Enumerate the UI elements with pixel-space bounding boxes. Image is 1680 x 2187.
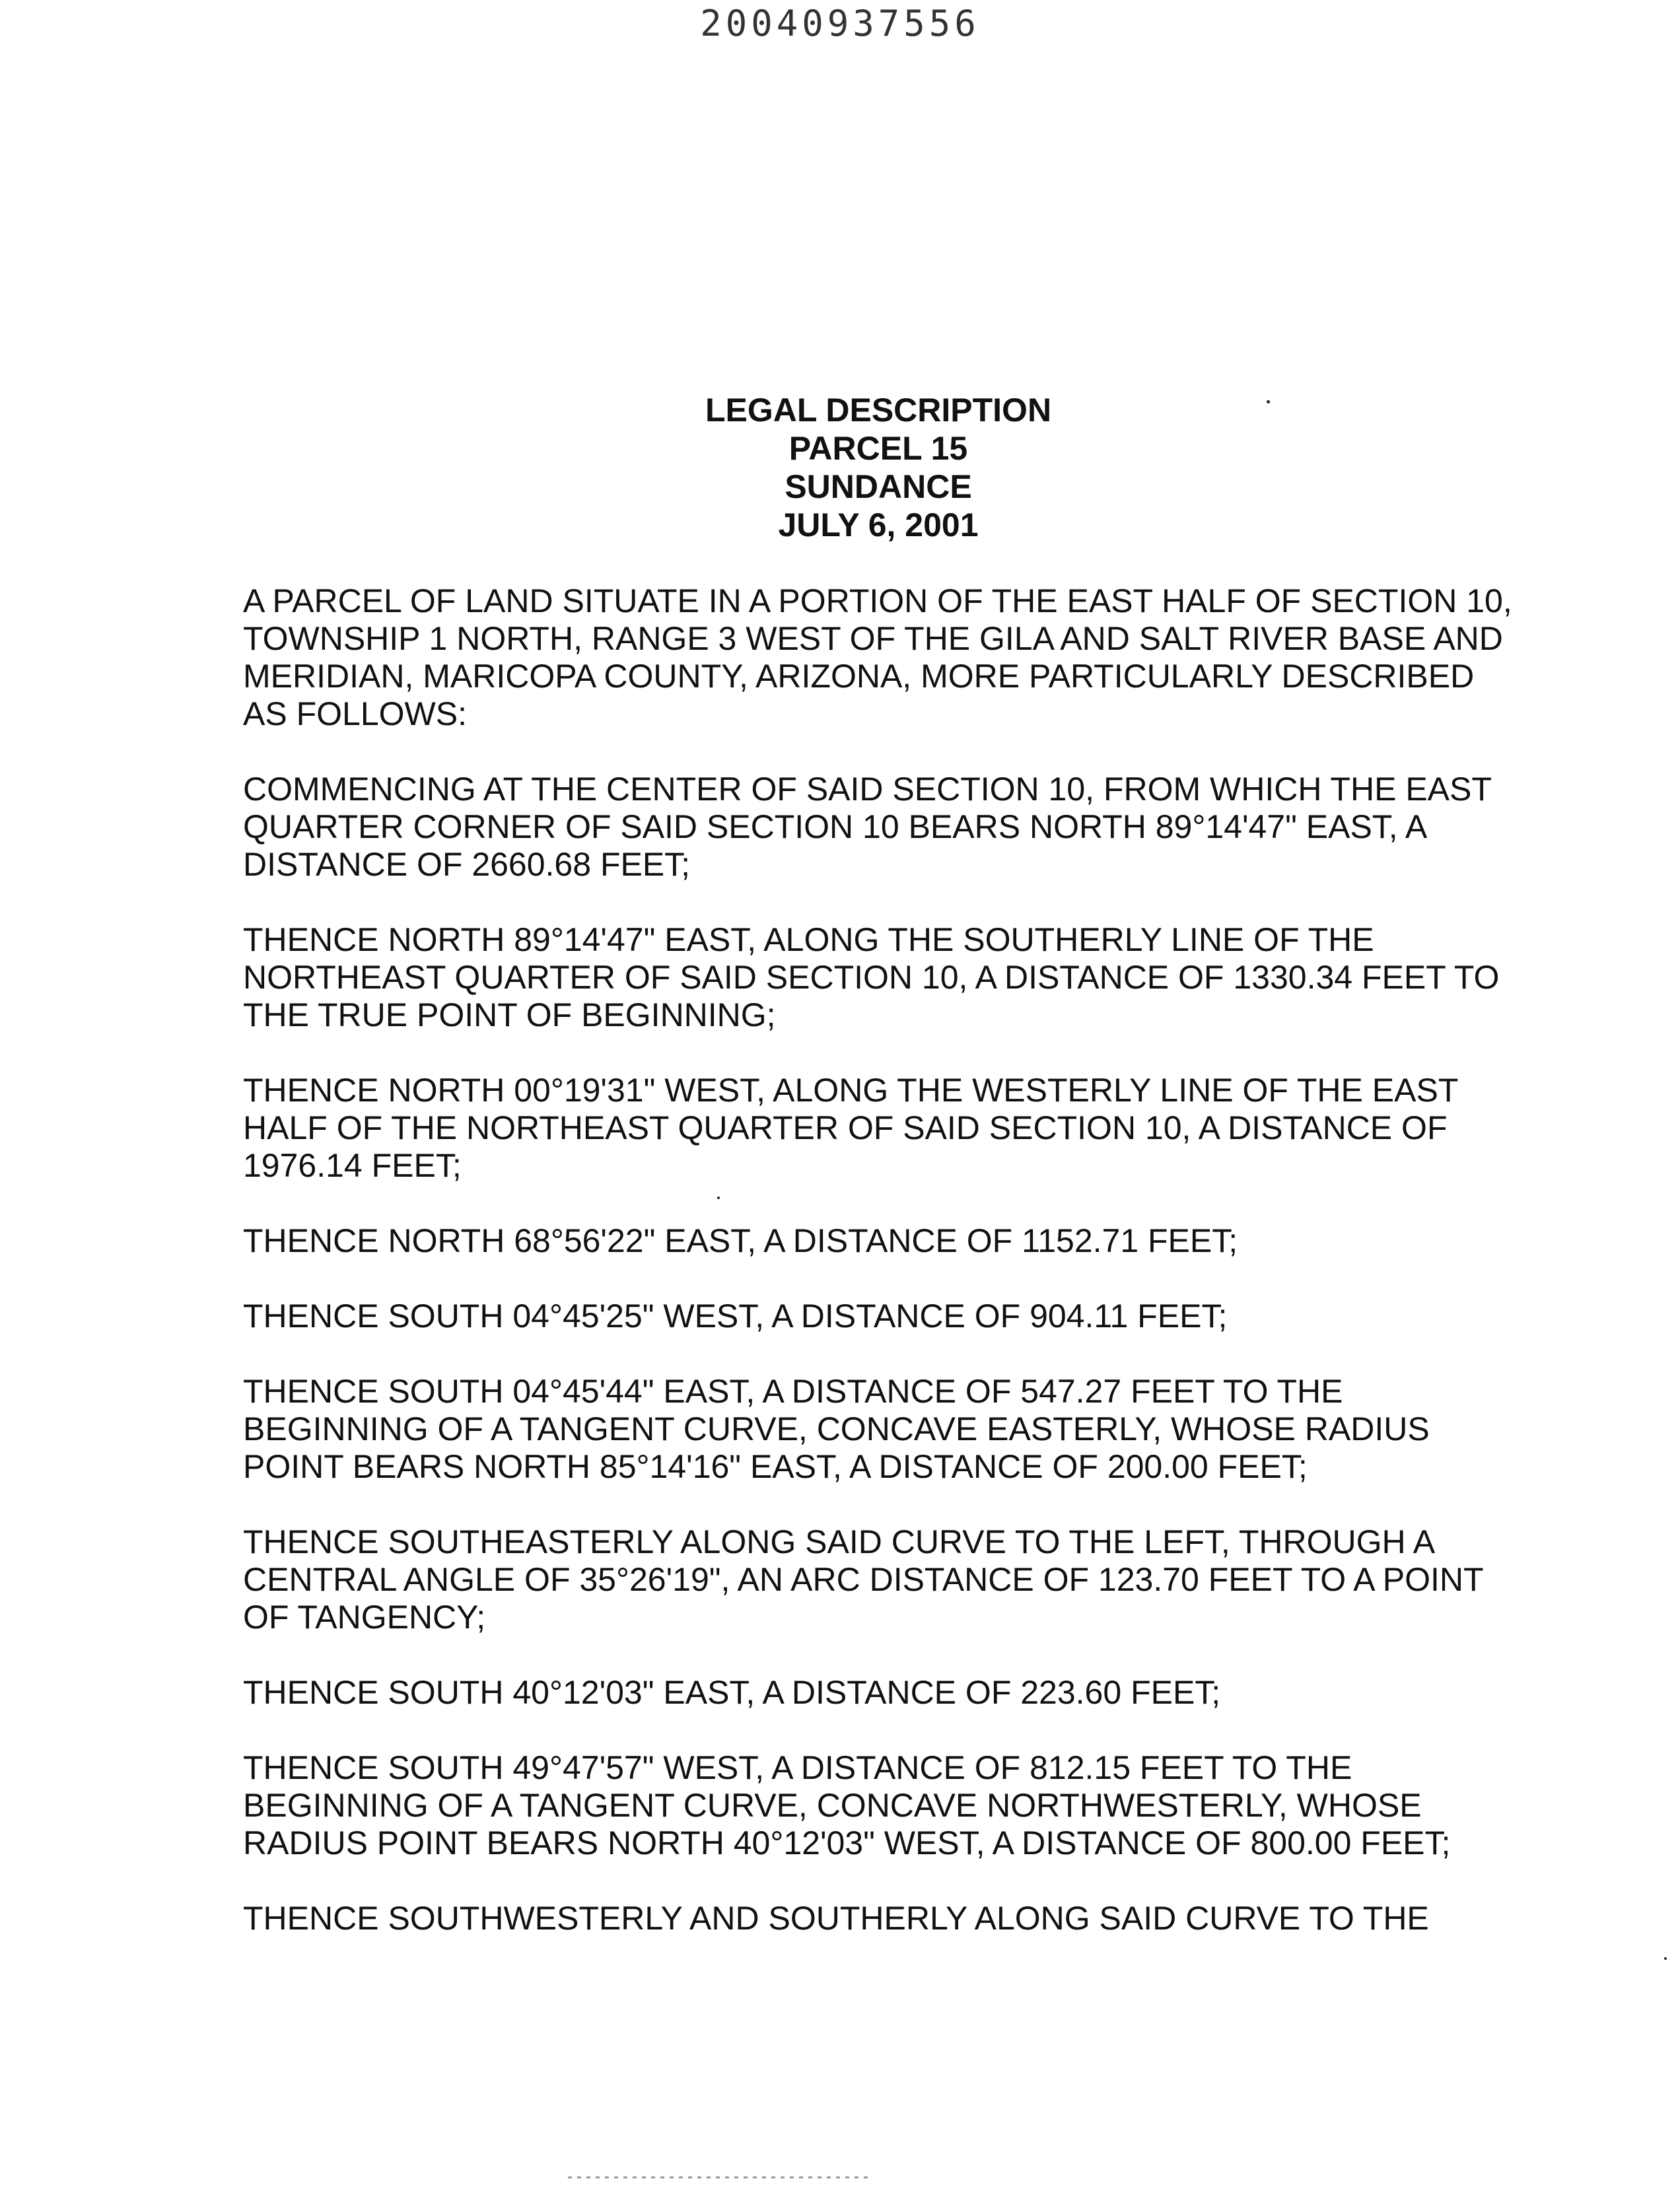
paragraph-line: THE TRUE POINT OF BEGINNING; [243,996,776,1033]
paragraph-line: QUARTER CORNER OF SAID SECTION 10 BEARS NORTH 89°14'47" EAST, A [243,808,1428,845]
paragraph-line: CENTRAL ANGLE OF 35°26'19", AN ARC DISTANCE OF 123.70 FEET TO A POINT [243,1561,1484,1598]
legal-paragraph [243,1298,1537,1335]
legal-paragraph [243,1674,1537,1712]
document-number: 20040937556 [700,3,980,44]
scan-speck [717,1197,720,1199]
legal-paragraph [243,582,1537,733]
legal-paragraph [243,1900,1537,1937]
legal-paragraph [243,1523,1537,1636]
paragraph-line: THENCE SOUTH 04°45'44" EAST, A DISTANCE OF 547.27 FEET TO THE [243,1373,1343,1410]
paragraph-line: DISTANCE OF 2660.68 FEET; [243,846,691,883]
heading-parcel: PARCEL 15 [788,430,968,467]
legal-paragraph [243,771,1537,884]
paragraph-line: 1976.14 FEET; [243,1147,462,1184]
paragraph-line: THENCE NORTH 89°14'47" EAST, ALONG THE SOUTHERLY LINE OF THE [243,921,1374,958]
paragraph-line: POINT BEARS NORTH 85°14'16" EAST, A DISTANCE OF 200.00 FEET; [243,1448,1308,1485]
heading-date: JULY 6, 2001 [778,506,979,543]
paragraph-line: THENCE SOUTHWESTERLY AND SOUTHERLY ALONG SAID CURVE TO THE [243,1900,1429,1937]
scan-speck [1267,400,1270,403]
paragraph-line: BEGINNING OF A TANGENT CURVE, CONCAVE NORTHWESTERLY, WHOSE [243,1787,1422,1824]
heading-title: LEGAL DESCRIPTION [705,392,1052,429]
paragraph-line: THENCE SOUTH 40°12'03" EAST, A DISTANCE OF 223.60 FEET; [243,1674,1221,1711]
paragraph-line: THENCE NORTH 00°19'31" WEST, ALONG THE WESTERLY LINE OF THE EAST [243,1072,1459,1109]
legal-paragraph [243,1222,1537,1260]
paragraph-line: TOWNSHIP 1 NORTH, RANGE 3 WEST OF THE GILA AND SALT RIVER BASE AND [243,620,1503,657]
legal-paragraph [243,1072,1537,1185]
paragraph-line: COMMENCING AT THE CENTER OF SAID SECTION 10, FROM WHICH THE EAST [243,771,1492,808]
paragraph-line: MERIDIAN, MARICOPA COUNTY, ARIZONA, MORE PARTICULARLY DESCRIBED [243,658,1475,695]
paragraph-line: OF TANGENCY; [243,1599,486,1636]
scan-edge-noise [568,2176,872,2178]
paragraph-line: AS FOLLOWS: [243,695,467,732]
document-heading [0,391,1680,544]
paragraph-line: NORTHEAST QUARTER OF SAID SECTION 10, A DISTANCE OF 1330.34 FEET TO [243,959,1500,996]
paragraph-line: THENCE NORTH 68°56'22" EAST, A DISTANCE OF 1152.71 FEET; [243,1222,1238,1259]
paragraph-line: THENCE SOUTH 49°47'57" WEST, A DISTANCE OF 812.15 FEET TO THE [243,1749,1352,1786]
legal-description-body [243,582,1537,1975]
legal-paragraph [243,921,1537,1034]
paragraph-line: RADIUS POINT BEARS NORTH 40°12'03" WEST, A DISTANCE OF 800.00 FEET; [243,1824,1451,1861]
paragraph-line: THENCE SOUTHEASTERLY ALONG SAID CURVE TO THE LEFT, THROUGH A [243,1523,1436,1560]
legal-paragraph [243,1373,1537,1486]
scan-speck [1664,1957,1667,1960]
paragraph-line: BEGINNING OF A TANGENT CURVE, CONCAVE EASTERLY, WHOSE RADIUS [243,1410,1430,1447]
heading-project: SUNDANCE [785,468,972,505]
paragraph-line: THENCE SOUTH 04°45'25" WEST, A DISTANCE OF 904.11 FEET; [243,1298,1228,1335]
paragraph-line: A PARCEL OF LAND SITUATE IN A PORTION OF THE EAST HALF OF SECTION 10, [243,582,1512,619]
legal-paragraph [243,1749,1537,1862]
paragraph-line: HALF OF THE NORTHEAST QUARTER OF SAID SECTION 10, A DISTANCE OF [243,1109,1448,1146]
